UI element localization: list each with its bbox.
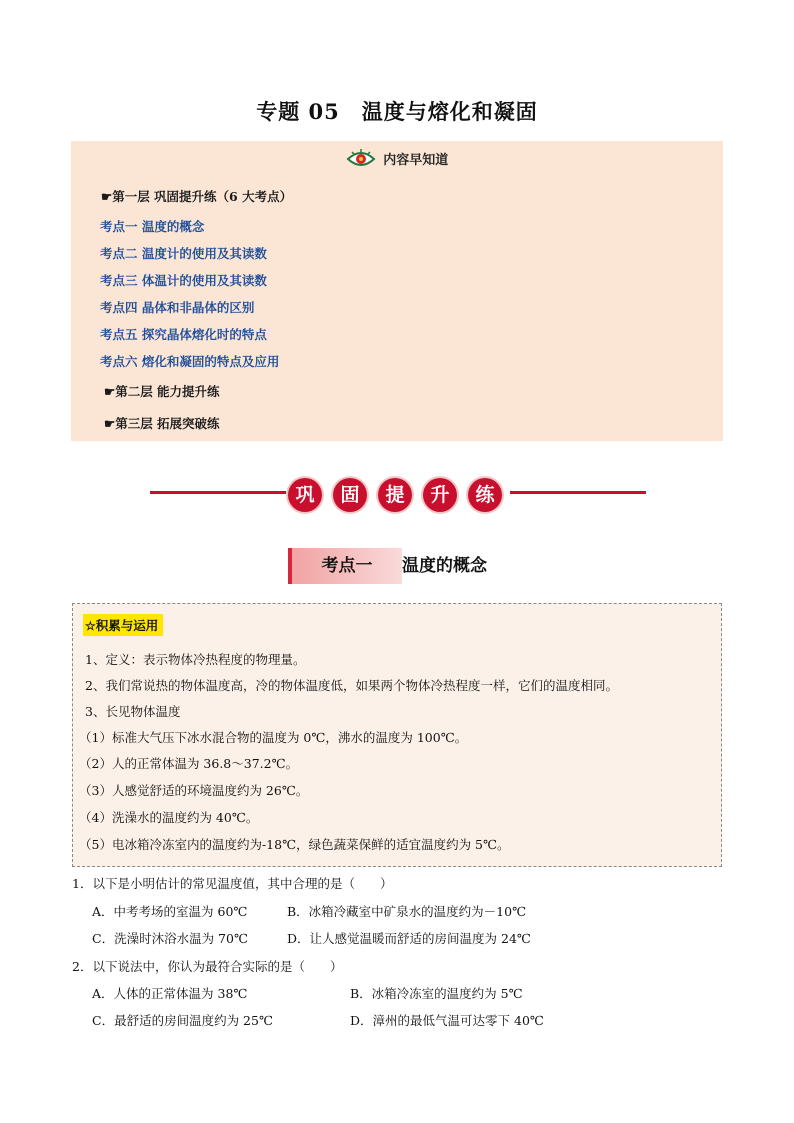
note-line-8: （5）电冰箱冷冻室内的温度约为-18℃，绿色蔬菜保鲜的适宜温度约为 5℃。 [79, 837, 510, 852]
banner-char-5: 练 [468, 478, 502, 512]
question-1-option-b[interactable]: B．冰箱冷藏室中矿泉水的温度约为－10℃ [287, 904, 527, 919]
toc-point-1[interactable]: 考点一 温度的概念 [100, 219, 205, 234]
question-2-option-c[interactable]: C．最舒适的房间温度约为 25℃ [92, 1013, 273, 1028]
note-line-5: （2）人的正常体温为 36.8～37.2℃。 [79, 756, 299, 771]
star-icon: ☆ [85, 619, 96, 633]
section-title: 温度的概念 [402, 556, 487, 576]
toc-box [71, 141, 723, 441]
toc-point-6[interactable]: 考点六 熔化和凝固的特点及应用 [100, 354, 280, 369]
note-line-1: 1、定义：表示物体冷热程度的物理量。 [85, 652, 306, 667]
banner-char-3: 提 [378, 478, 412, 512]
banner-rule-right [510, 491, 646, 494]
notes-badge-label: 积累与运用 [95, 618, 159, 633]
toc-layer-3[interactable]: ☛第三层 拓展突破练 [104, 416, 220, 431]
section-banner [150, 478, 646, 512]
question-1-option-c[interactable]: C．洗澡时沐浴水温为 70℃ [92, 931, 248, 946]
question-1-option-d[interactable]: D．让人感觉温暖而舒适的房间温度为 24℃ [287, 931, 531, 946]
notes-badge [83, 614, 163, 636]
question-1-stem: 1．以下是小明估计的常见温度值，其中合理的是（ ） [72, 876, 393, 891]
banner-rule-left [150, 491, 286, 494]
page-title: 专题 05 温度与熔化和凝固 [256, 99, 538, 124]
section-tag: 考点一 [288, 548, 402, 584]
banner-char-1: 巩 [288, 478, 322, 512]
toc-layer-2[interactable]: ☛第二层 能力提升练 [104, 384, 220, 399]
question-2-option-d[interactable]: D．漳州的最低气温可达零下 40℃ [350, 1013, 544, 1028]
toc-point-2[interactable]: 考点二 温度计的使用及其读数 [100, 246, 267, 261]
question-2-stem: 2．以下说法中，你认为最符合实际的是（ ） [72, 959, 343, 974]
question-1-option-a[interactable]: A．中考考场的室温为 60℃ [92, 904, 248, 919]
note-line-2: 2、我们常说热的物体温度高，冷的物体温度低，如果两个物体冷热程度一样，它们的温度相同。 [85, 678, 618, 693]
note-line-3: 3、长见物体温度 [85, 704, 181, 719]
note-line-4: （1）标准大气压下冰水混合物的温度为 0℃，沸水的温度为 100℃。 [79, 730, 468, 745]
eye-icon [346, 149, 376, 173]
toc-layer-1[interactable]: ☛第一层 巩固提升练（6 大考点） [101, 189, 293, 204]
banner-char-4: 升 [423, 478, 457, 512]
notes-box [72, 603, 722, 867]
toc-point-5[interactable]: 考点五 探究晶体熔化时的特点 [100, 327, 267, 342]
question-2-option-a[interactable]: A．人体的正常体温为 38℃ [92, 986, 248, 1001]
question-2-option-b[interactable]: B．冰箱冷冻室的温度约为 5℃ [350, 986, 523, 1001]
toc-point-4[interactable]: 考点四 晶体和非晶体的区别 [100, 300, 255, 315]
toc-header [71, 149, 723, 173]
toc-header-label: 内容早知道 [383, 153, 449, 168]
banner-char-2: 固 [333, 478, 367, 512]
note-line-7: （4）洗澡水的温度约为 40℃。 [79, 810, 259, 825]
toc-point-3[interactable]: 考点三 体温计的使用及其读数 [100, 273, 267, 288]
note-line-6: （3）人感觉舒适的环境温度约为 26℃。 [79, 783, 309, 798]
